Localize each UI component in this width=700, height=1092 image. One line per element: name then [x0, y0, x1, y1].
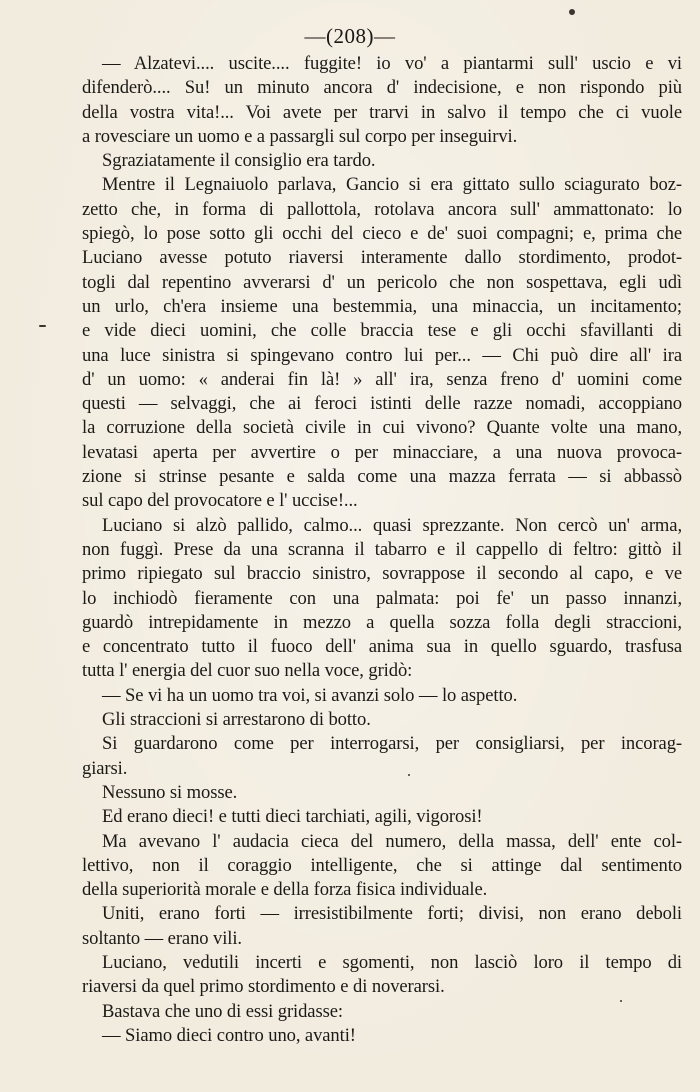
text-line: — Alzatevi.... uscite.... fuggite! io vo' a piantarmi sull' uscio e vi: [102, 53, 682, 74]
text-line: Bastava che uno di essi gridasse:: [102, 1000, 343, 1022]
body-text: [82, 52, 682, 1048]
text-line: Luciano, vedutili incerti e sgomenti, non lasciò loro il tempo di: [102, 951, 682, 973]
text-line: togli dal repentino avverarsi d' un pericolo che non sospettava, egli udì: [82, 271, 682, 293]
text-line: Si guardarono come per interrogarsi, per consigliarsi, per incorag-: [102, 733, 682, 755]
text-line: Uniti, erano forti — irresistibilmente forti; divisi, non erano deboli: [102, 903, 682, 925]
text-line: lettivo, non il coraggio intelligente, che si attinge dal sentimento: [82, 854, 682, 876]
ink-speck: [569, 9, 575, 15]
text-line: a rovesciare un uomo e a passargli sul corpo per inseguirvi.: [82, 125, 518, 147]
text-line: Ma avevano l' audacia cieca del numero, della massa, dell' ente col-: [102, 830, 682, 852]
text-line: Luciano si alzò pallido, calmo... quasi sprezzante. Non cercò un' arma,: [102, 514, 682, 536]
text-line: Sgraziatamente il consiglio era tardo.: [102, 150, 376, 172]
text-line: difenderò.... Su! un minuto ancora d' indecisione, e non rispondo più: [82, 77, 682, 99]
text-line: tutta l' energia del cuor suo nella voce, gridò:: [82, 660, 413, 682]
text-line: lo inchiodò fieramente con una palmata: poi fe' un passo innanzi,: [82, 587, 682, 609]
text-line: giarsi.: [82, 757, 128, 779]
text-line: Gli straccioni si arrestarono di botto.: [102, 709, 371, 731]
text-line: d' un uomo: « anderai fin là! » all' ira, senza freno d' uomini come: [82, 368, 682, 390]
ink-speck: [39, 325, 46, 327]
text-line: primo ripiegato sul braccio sinistro, sovrappose il secondo al capo, e ve: [82, 563, 682, 585]
text-line: zetto che, in forma di pallottola, rotolava ancora sull' ammattonato: lo: [82, 198, 682, 220]
text-line: Mentre il Legnaiuolo parlava, Gancio si era gittato sullo sciagurato boz-: [102, 174, 682, 196]
ink-speck: [408, 774, 410, 776]
text-line: e vide dieci uomini, che colle braccia tese e gli occhi sfavillanti di: [82, 320, 682, 342]
text-line: della superiorità morale e della forza fisica individuale.: [82, 879, 488, 901]
ink-speck: [620, 1000, 622, 1002]
text-line: spiegò, lo pose sotto gli occhi del cieco e de' suoi compagni; e, prima che: [82, 223, 682, 245]
text-line: Luciano avesse potuto riaversi interamente dallo stordimento, prodot-: [82, 247, 682, 269]
text-line: non fuggì. Prese da una scranna il tabarro e il cappello di feltro: gittò il: [82, 538, 682, 560]
text-line: — Siamo dieci contro uno, avanti!: [102, 1024, 356, 1046]
text-line: guardò intrepidamente in mezzo a quella sozza folla degli straccioni,: [82, 611, 682, 633]
text-line: zione si strinse pesante e salda come una mazza ferrata — si abbassò: [82, 466, 682, 488]
text-line: e concentrato tutto il fuoco dell' anima sua in quello sguardo, trasfusa: [82, 636, 682, 658]
text-line: la corruzione della società civile in cui vivono? Quante volte una mano,: [82, 417, 682, 439]
page-number: —(208)—: [304, 24, 396, 48]
text-line: soltanto — erano vili.: [82, 927, 242, 949]
text-line: — Se vi ha un uomo tra voi, si avanzi solo — lo aspetto.: [102, 684, 518, 706]
text-line: questi — selvaggi, che ai feroci istinti delle razze nomadi, accoppiano: [82, 393, 682, 415]
text-line: un urlo, ch'era insieme una bestemmia, una minaccia, un incitamento;: [82, 295, 682, 317]
text-line: Nessuno si mosse.: [102, 781, 238, 803]
text-line: levatasi aperta per avvertire o per minacciare, a una nuova provoca-: [82, 441, 682, 463]
text-line: una luce sinistra si spingevano contro lui per... — Chi può dire all' ira: [82, 344, 682, 366]
text-line: della vostra vita!... Voi avete per trarvi in salvo il tempo che ci vuole: [82, 101, 682, 123]
text-line: Ed erano dieci! e tutti dieci tarchiati, agili, vigorosi!: [102, 806, 483, 828]
text-line: sul capo del provocatore e l' uccise!...: [82, 490, 358, 512]
text-line: riaversi da quel primo stordimento e di noverarsi.: [82, 976, 445, 998]
